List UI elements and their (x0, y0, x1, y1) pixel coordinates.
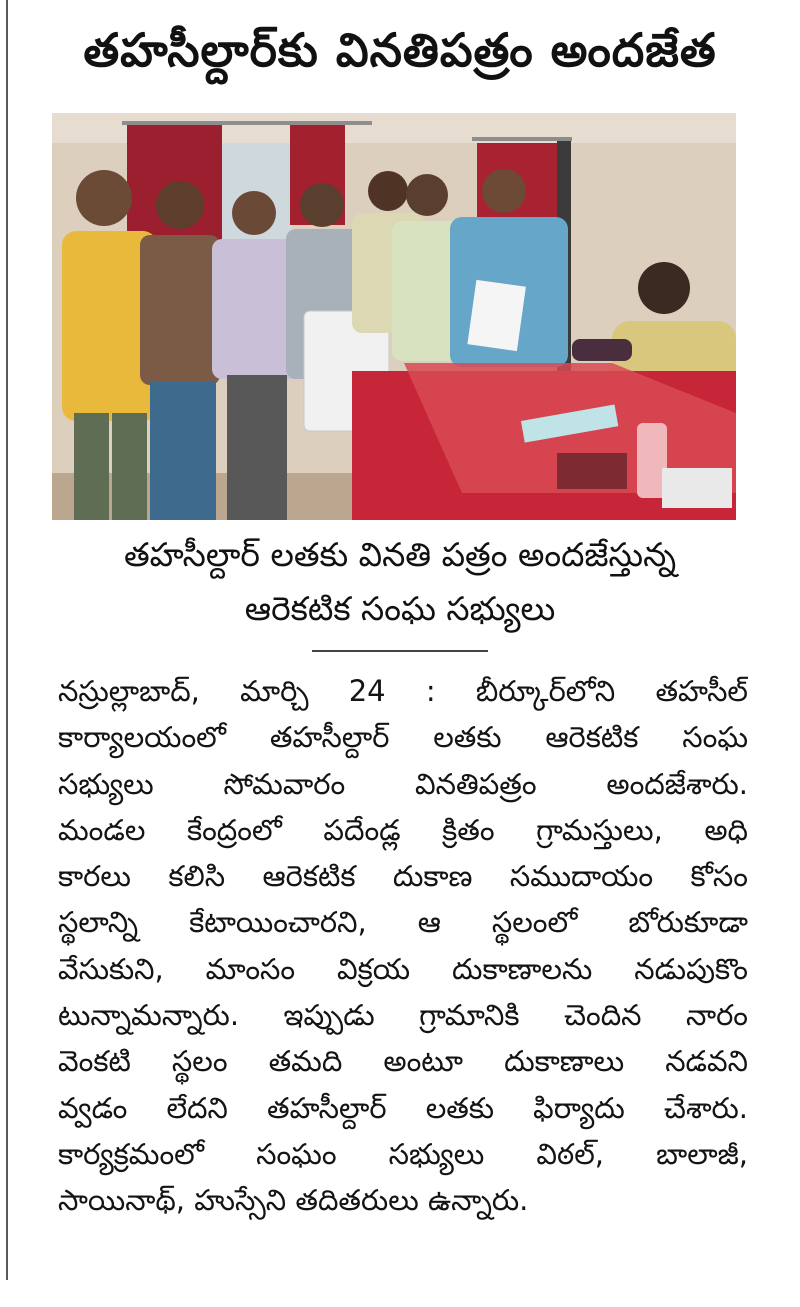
article-line: మండల కేంద్రంలో పదేండ్ల క్రితం గ్రామస్తులు, అధి (58, 812, 748, 847)
caption-divider (312, 650, 488, 652)
article-line: నస్రుల్లాబాద్, మార్చి 24 : బీర్కూర్‌లోని తహసీల్ (58, 674, 748, 708)
article-line: టున్నామన్నారు. ఇప్పుడు గ్రామానికి చెందిన నారం (58, 998, 748, 1033)
caption-line-2: ఆరెకటిక సంఘ సభ్యులు (244, 589, 556, 628)
caption-line-1: తహసీల్దార్ లతకు వినతి పత్రం అందజేస్తున్న (123, 535, 677, 574)
headline: తహసీల్దార్‌కు వినతిపత్రం అందజేత (83, 23, 717, 77)
article-line: సభ్యులు సోమవారం వినతిపత్రం అందజేశారు. (58, 766, 748, 801)
article-line: కార్యాలయంలో తహసీల్దార్ లతకు ఆరెకటిక సంఘ (58, 720, 748, 755)
article-body (58, 668, 748, 1224)
photo-illustration (52, 113, 736, 520)
photo-caption (40, 528, 760, 636)
article-line: కార్యక్రమంలో సంఘం సభ్యులు విఠల్, బాలాజీ, (58, 1136, 748, 1171)
article-line: వెంకటి స్థలం తమది అంటూ దుకాణాలు నడవని (58, 1044, 748, 1079)
column-rule (6, 0, 8, 1280)
article-line: వేసుకుని, మాంసం విక్రయ దుకాణాలను నడుపుకొం (58, 951, 748, 986)
article-line: స్థలాన్ని కేటాయించారని, ఆ స్థలంలో బోరుకూడా (58, 905, 748, 940)
article-line: వ్వడం లేదని తహసీల్దార్ లతకు ఫిర్యాదు చేశారు. (58, 1090, 748, 1125)
article-line: సాయినాథ్, హుస్సేని తదితరులు ఉన్నారు. (58, 1183, 529, 1218)
news-photo (52, 113, 736, 520)
article-line: కారలు కలిసి ఆరెకటిక దుకాణ సముదాయం కోసం (58, 859, 748, 894)
